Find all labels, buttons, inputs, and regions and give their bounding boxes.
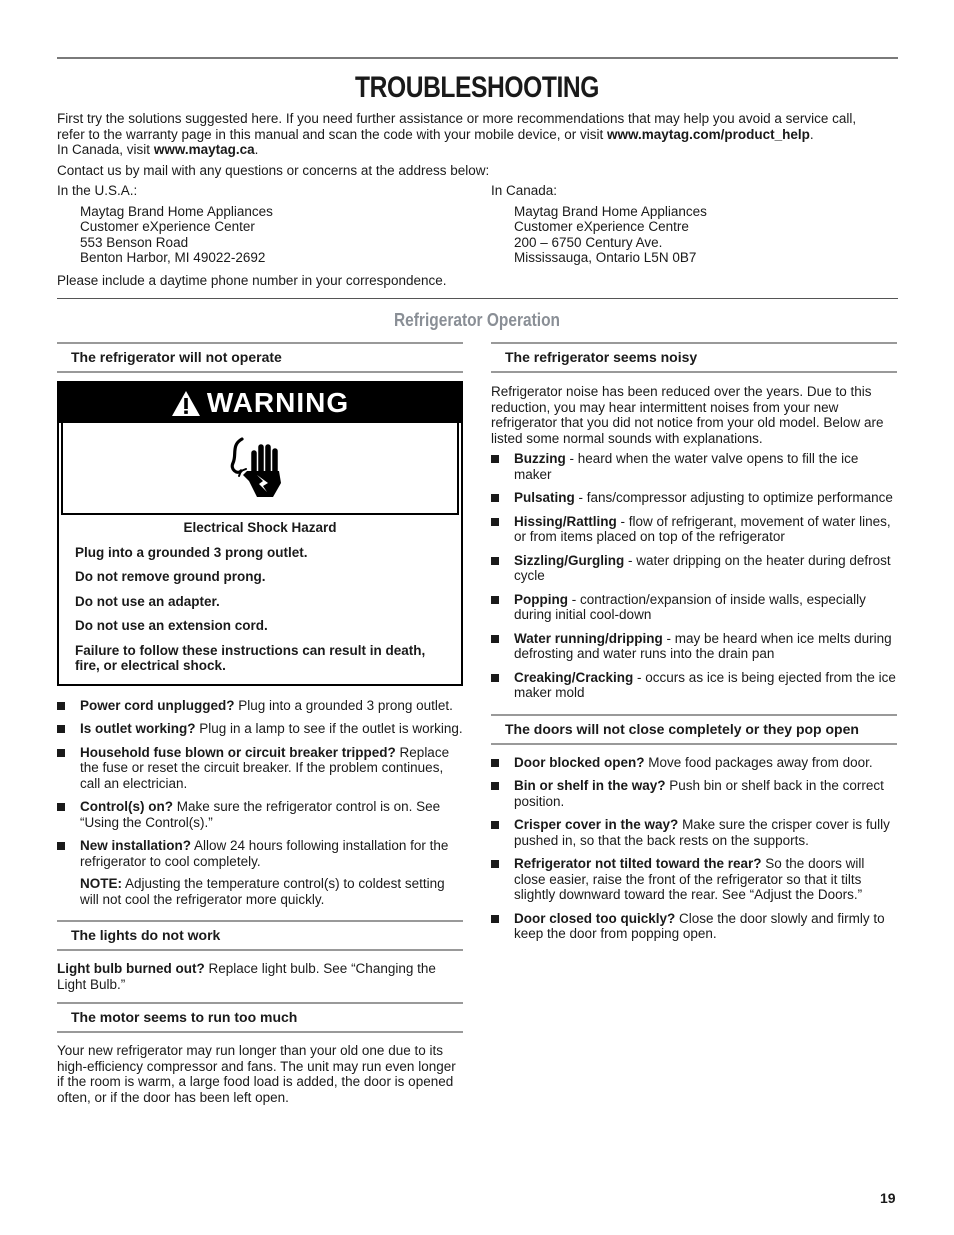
warning-banner xyxy=(59,383,461,423)
note xyxy=(80,876,463,907)
list-item xyxy=(491,592,897,623)
item-bold: Popping xyxy=(514,591,568,607)
list-item xyxy=(57,838,463,869)
intro-text xyxy=(57,111,902,158)
note-label: NOTE: xyxy=(80,876,122,891)
intro-line: First try the solutions suggested here. If you need further assistance or more recommendations that may help you avoid a service call, xyxy=(57,111,857,126)
item-bold: Household fuse blown or circuit breaker tripped? xyxy=(80,744,396,760)
list-item xyxy=(491,514,897,545)
left-column xyxy=(57,342,463,1105)
shock-hazard-area xyxy=(61,423,459,515)
list-item xyxy=(491,778,897,809)
item-bold: Door closed too quickly? xyxy=(514,910,676,926)
item-bold: Pulsating xyxy=(514,490,575,505)
address-line: 200 – 6750 Century Ave. xyxy=(514,234,663,250)
address-line: Benton Harbor, MI 49022-2692 xyxy=(80,250,266,265)
address-line: Maytag Brand Home Appliances xyxy=(514,203,707,219)
item-text: Push bin or shelf back in the correct position. xyxy=(514,778,884,809)
list-item xyxy=(57,698,463,714)
lights-text xyxy=(57,961,463,992)
list-item xyxy=(491,755,897,771)
warning-box xyxy=(57,381,463,686)
address-canada-heading: In Canada: xyxy=(491,183,558,198)
item-text: - fans/compressor adjusting to optimize performance xyxy=(574,490,893,505)
list-item xyxy=(491,670,897,701)
heading-lights: The lights do not work xyxy=(57,920,463,951)
list-item xyxy=(491,817,897,848)
not-operate-list xyxy=(57,698,463,870)
address-us xyxy=(57,183,273,266)
intro-text-span: refer to the warranty page in this manual and scan the code with your mobile device, or visit xyxy=(57,126,608,142)
item-text: - contraction/expansion of inside walls, especially during initial cool-down xyxy=(514,591,866,622)
item-text: - water dripping on the heater during defrost cycle xyxy=(514,552,891,583)
page-number: 19 xyxy=(880,1190,896,1206)
item-bold: Door blocked open? xyxy=(514,754,645,770)
list-item xyxy=(57,721,463,737)
item-text: Allow 24 hours following installation for the refrigerator to cool completely. xyxy=(80,838,449,869)
address-line: Customer eXperience Center xyxy=(80,219,255,234)
item-bold: Refrigerator not tilted toward the rear? xyxy=(514,856,762,871)
warning-line: Do not remove ground prong. xyxy=(75,569,266,584)
address-line: 553 Benson Road xyxy=(80,234,189,250)
address-line: Mississauga, Ontario L5N 0B7 xyxy=(514,250,697,265)
warning-line: Failure to follow these instructions can result in death, fire, or electrical shock. xyxy=(75,642,426,673)
heading-motor: The motor seems to run too much xyxy=(57,1002,463,1033)
warning-line: Do not use an adapter. xyxy=(75,593,220,609)
item-bold: New installation? xyxy=(80,838,192,853)
warning-text xyxy=(59,515,461,684)
address-us-heading: In the U.S.A.: xyxy=(57,183,138,198)
item-text: - flow of refrigerant, movement of water lines, or from items placed on top of the refrigerator xyxy=(514,513,891,544)
us-website-link[interactable]: www.maytag.com/product_help xyxy=(607,126,810,142)
item-bold: Sizzling/Gurgling xyxy=(514,552,625,568)
electrical-shock-hand-icon xyxy=(227,435,293,501)
intro-line: refer to the warranty page in this manual and scan the code with your mobile device, or visit www.maytag.com/product_help. xyxy=(57,126,814,142)
address-us-body xyxy=(80,204,273,266)
warning-label: WARNING xyxy=(206,387,350,419)
list-item xyxy=(491,911,897,942)
item-text: Replace the fuse or reset the circuit breaker. If the problem continues, call an electrician. xyxy=(80,744,450,791)
list-item xyxy=(491,631,897,662)
item-text: Move food packages away from door. xyxy=(644,754,873,770)
list-item xyxy=(57,745,463,792)
item-bold: Creaking/Cracking xyxy=(514,669,634,685)
noisy-list xyxy=(491,451,897,701)
daytime-note: Please include a daytime phone number in your correspondence. xyxy=(57,273,447,288)
address-canada xyxy=(491,183,707,266)
address-line: Customer eXperience Centre xyxy=(514,219,689,234)
page-title: TROUBLESHOOTING xyxy=(355,71,599,104)
item-text: So the doors will close easier, raise the front of the refrigerator so that it tilts slightly downward toward the rear. See “Adjust the Doors.” xyxy=(514,856,865,902)
contact-line: Contact us by mail with any questions or concerns at the address below: xyxy=(57,163,490,178)
item-text: - heard when the water valve opens to fill the ice maker xyxy=(514,451,859,482)
right-column xyxy=(491,342,897,950)
item-bold: Is outlet working? xyxy=(80,721,196,736)
motor-text: Your new refrigerator may run longer than your old one due to its high-efficiency compressor and fans. The unit may run even longer if the room is warm, a large food load is added, the door is opened often, or if the door has been left open. xyxy=(57,1043,456,1105)
heading-doors: The doors will not close completely or they pop open xyxy=(491,714,897,745)
intro-line: In Canada, visit www.maytag.ca. xyxy=(57,142,259,157)
canada-website-link[interactable]: www.maytag.ca xyxy=(153,142,255,157)
list-item xyxy=(491,856,897,903)
item-text: Close the door slowly and firmly to keep the door from popping open. xyxy=(514,910,885,941)
warning-line: Plug into a grounded 3 prong outlet. xyxy=(75,544,308,560)
intro-text-span: In Canada, visit xyxy=(57,142,154,157)
list-item xyxy=(57,799,463,830)
item-text: Make sure the refrigerator control is on. See “Using the Control(s).” xyxy=(80,799,441,830)
list-item xyxy=(491,553,897,584)
item-bold: Hissing/Rattling xyxy=(514,513,617,529)
item-text: - may be heard when ice melts during defrosting and water runs into the drain pan xyxy=(514,630,892,661)
warning-triangle-icon xyxy=(171,390,201,417)
list-item xyxy=(491,490,897,506)
heading-not-operate: The refrigerator will not operate xyxy=(57,342,463,373)
lights-bold: Light bulb burned out? xyxy=(57,961,205,976)
section-title: Refrigerator Operation xyxy=(393,310,561,330)
item-bold: Control(s) on? xyxy=(80,799,173,814)
heading-noisy: The refrigerator seems noisy xyxy=(491,342,897,373)
item-text: Make sure the crisper cover is fully pushed in, so that the back rests on the supports. xyxy=(514,817,890,848)
item-text: - occurs as ice is being ejected from the ice maker mold xyxy=(514,669,896,700)
section-rule xyxy=(57,298,898,299)
address-line: Maytag Brand Home Appliances xyxy=(80,203,273,219)
lights-desc: Replace light bulb. See “Changing the Light Bulb.” xyxy=(57,961,436,992)
note-text: Adjusting the temperature control(s) to coldest setting will not cool the refrigerator more quickly. xyxy=(80,876,445,907)
item-bold: Power cord unplugged? xyxy=(80,697,235,713)
address-canada-body xyxy=(514,204,707,266)
list-item xyxy=(491,451,897,482)
item-bold: Crisper cover in the way? xyxy=(514,817,679,832)
item-bold: Buzzing xyxy=(514,451,566,466)
warning-line: Do not use an extension cord. xyxy=(75,618,268,633)
doors-list xyxy=(491,755,897,942)
item-text: Plug in a lamp to see if the outlet is working. xyxy=(195,721,463,736)
noisy-intro: Refrigerator noise has been reduced over the years. Due to this reduction, you may hear intermittent noises from your new refrigerator that you did not notice from your old model. Below are listed some normal sounds with explanations. xyxy=(491,384,884,446)
top-rule xyxy=(57,57,898,59)
hazard-title: Electrical Shock Hazard xyxy=(183,520,337,535)
item-bold: Bin or shelf in the way? xyxy=(514,778,666,793)
item-text: Plug into a grounded 3 prong outlet. xyxy=(234,697,453,713)
item-bold: Water running/dripping xyxy=(514,630,663,646)
